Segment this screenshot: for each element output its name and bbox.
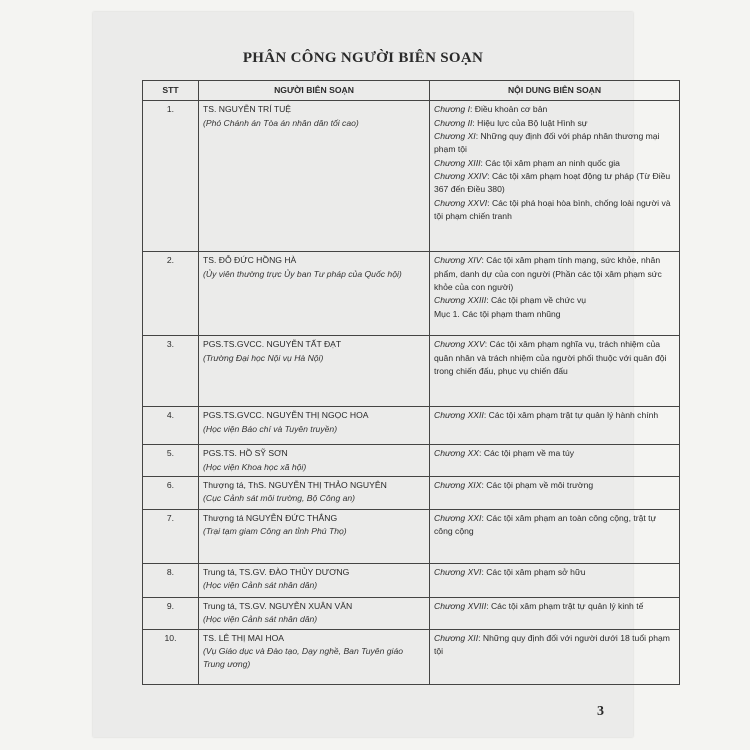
chapter-label: Chương XX — [434, 448, 480, 459]
author-role: (Phó Chánh án Tòa án nhân dân tối cao) — [203, 117, 359, 128]
row-stt: 2. — [143, 252, 199, 336]
author-name: PGS.TS.GVCC. NGUYỄN TẤT ĐẠT — [203, 339, 342, 350]
row-content-cell — [430, 597, 680, 629]
content-item — [434, 197, 675, 224]
author-name: TS. LÊ THỊ MAI HOA — [203, 632, 285, 643]
row-stt: 10. — [143, 629, 199, 684]
content-item — [434, 512, 675, 539]
chapter-label: Chương XI — [434, 130, 476, 141]
content-item — [434, 308, 675, 321]
chapter-title: : Các tội xâm phạm hoạt động tư pháp (Từ Điều 367 đến Điều 380) — [434, 170, 671, 195]
chapter-title: : Các tội xâm phạm sở hữu — [481, 566, 586, 577]
content-item — [434, 566, 675, 579]
chapter-title: : Các tội xâm phạm nghĩa vụ, trách nhiệm của quân nhân và trách nhiệm của người phối thuộc với quân đội trong chiến đấu, phục vụ chiến đấu — [434, 339, 667, 376]
content-item — [434, 338, 675, 378]
row-author-cell — [199, 563, 430, 597]
content-item — [434, 447, 675, 460]
chapter-label: Chương XXIV — [434, 170, 488, 181]
chapter-title: Mục 1. Các tội phạm tham nhũng — [434, 308, 561, 319]
content-item — [434, 157, 675, 170]
content-item — [434, 294, 675, 307]
header-content: NỘI DUNG BIÊN SOẠN — [430, 81, 680, 101]
row-content-cell — [430, 252, 680, 336]
document-page — [93, 12, 671, 737]
author-role: (Học viện Cảnh sát nhân dân) — [203, 614, 318, 625]
content-item — [434, 170, 675, 197]
table-row — [143, 407, 680, 445]
header-stt: STT — [143, 81, 199, 101]
table-row — [143, 629, 680, 684]
table-row — [143, 597, 680, 629]
chapter-label: Chương XII — [434, 632, 479, 643]
row-content-cell — [430, 629, 680, 684]
table-row — [143, 563, 680, 597]
table-row — [143, 101, 680, 252]
row-author-cell — [199, 445, 430, 477]
row-content-cell — [430, 563, 680, 597]
chapter-label: Chương XXVI — [434, 197, 488, 208]
chapter-title: : Các tội phạm về môi trường — [481, 479, 594, 490]
row-author-cell — [199, 629, 430, 684]
row-author-cell — [199, 597, 430, 629]
author-name: PGS.TS.GVCC. NGUYỄN THỊ NGỌC HOA — [203, 410, 369, 421]
content-item — [434, 600, 675, 613]
row-stt: 5. — [143, 445, 199, 477]
chapter-title: : Các tội xâm phạm trật tự quản lý hành chính — [483, 410, 659, 421]
chapter-title: : Các tội phá hoại hòa bình, chống loài người và tội phạm chiến tranh — [434, 197, 671, 221]
chapter-title: : Những quy định đối với pháp nhân thương mại phạm tội — [434, 130, 660, 155]
row-content-cell — [430, 509, 680, 563]
chapter-title: : Các tội xâm phạm tính mạng, sức khỏe, nhân phẩm, danh dự của con người (Phần các tội xâm phạm sức khỏe của con người) — [434, 255, 662, 292]
content-item — [434, 409, 675, 422]
author-name: Thượng tá NGUYỄN ĐỨC THẮNG — [203, 512, 338, 523]
author-name: TS. NGUYỄN TRÍ TUỆ — [203, 104, 292, 115]
content-item — [434, 632, 675, 659]
chapter-label: Chương XXIII — [434, 295, 487, 306]
author-role: (Vụ Giáo dục và Đào tạo, Dạy nghề, Ban Tuyên giáo Trung ương) — [203, 645, 404, 670]
chapter-title: : Các tội phạm về chức vụ — [486, 295, 587, 306]
chapter-label: Chương XXV — [434, 339, 485, 350]
row-stt: 8. — [143, 563, 199, 597]
chapter-title: : Các tội phạm về ma túy — [479, 448, 575, 459]
chapter-label: Chương XIV — [434, 255, 482, 266]
author-name: Trung tá, TS.GV. ĐÀO THỦY DƯƠNG — [203, 566, 350, 577]
author-role: (Học viện Báo chí và Tuyên truyền) — [203, 423, 338, 434]
chapter-label: Chương XIII — [434, 157, 481, 168]
chapter-label: Chương II — [434, 117, 473, 128]
row-content-cell — [430, 476, 680, 509]
table-row — [143, 445, 680, 477]
author-name: TS. ĐỖ ĐỨC HỒNG HÀ — [203, 255, 297, 266]
row-stt: 3. — [143, 336, 199, 407]
author-role: (Ủy viên thường trực Ủy ban Tư pháp của Quốc hội) — [203, 268, 402, 279]
table-row — [143, 476, 680, 509]
header-author: NGƯỜI BIÊN SOẠN — [199, 81, 430, 101]
author-name: PGS.TS. HỒ SỸ SƠN — [203, 448, 288, 459]
page-number: 3 — [597, 704, 604, 719]
row-stt: 1. — [143, 101, 199, 252]
row-author-cell — [199, 101, 430, 252]
row-stt: 9. — [143, 597, 199, 629]
chapter-title: : Điều khoản cơ bản — [469, 104, 548, 115]
row-content-cell — [430, 101, 680, 252]
row-content-cell — [430, 336, 680, 407]
row-stt: 4. — [143, 407, 199, 445]
row-author-cell — [199, 407, 430, 445]
row-stt: 6. — [143, 476, 199, 509]
content-item — [434, 117, 675, 130]
row-author-cell — [199, 252, 430, 336]
author-assignment-table — [142, 80, 680, 685]
chapter-label: Chương I — [434, 104, 470, 115]
chapter-label: Chương XVIII — [434, 600, 487, 611]
author-name: Trung tá, TS.GV. NGUYỄN XUÂN VĂN — [203, 600, 353, 611]
chapter-label: Chương XXII — [434, 410, 484, 421]
chapter-title: : Các tội xâm phạm an toàn công cộng, trật tự công cộng — [434, 512, 657, 537]
author-role: (Học viện Cảnh sát nhân dân) — [203, 580, 318, 591]
content-item — [434, 254, 675, 294]
author-role: (Trại tạm giam Công an tỉnh Phú Thọ) — [203, 526, 347, 537]
table-row — [143, 509, 680, 563]
row-stt: 7. — [143, 509, 199, 563]
row-content-cell — [430, 407, 680, 445]
table-row — [143, 252, 680, 336]
row-content-cell — [430, 445, 680, 477]
row-author-cell — [199, 509, 430, 563]
author-role: (Cục Cảnh sát môi trường, Bộ Công an) — [203, 493, 356, 504]
chapter-label: Chương XIX — [434, 479, 482, 490]
page-title: PHÂN CÔNG NGƯỜI BIÊN SOẠN — [242, 50, 484, 66]
author-role: (Học viện Khoa học xã hội) — [203, 461, 307, 472]
chapter-label: Chương XXI — [434, 512, 482, 523]
chapter-title: : Các tội xâm phạm an ninh quốc gia — [480, 157, 620, 168]
chapter-title: : Những quy định đối với người dưới 18 tuổi phạm tội — [434, 632, 670, 656]
row-author-cell — [199, 476, 430, 509]
content-item — [434, 103, 675, 116]
author-role: (Trường Đại học Nội vụ Hà Nội) — [203, 352, 324, 363]
chapter-title: : Hiệu lực của Bộ luật Hình sự — [472, 117, 588, 128]
chapter-label: Chương XVI — [434, 566, 482, 577]
author-name: Thượng tá, ThS. NGUYỄN THỊ THẢO NGUYÊN — [203, 479, 387, 490]
table-row — [143, 336, 680, 407]
chapter-title: : Các tội xâm phạm trật tự quản lý kinh tế — [486, 600, 644, 611]
table-header-row — [143, 81, 680, 101]
row-author-cell — [199, 336, 430, 407]
content-item — [434, 479, 675, 492]
content-item — [434, 130, 675, 157]
